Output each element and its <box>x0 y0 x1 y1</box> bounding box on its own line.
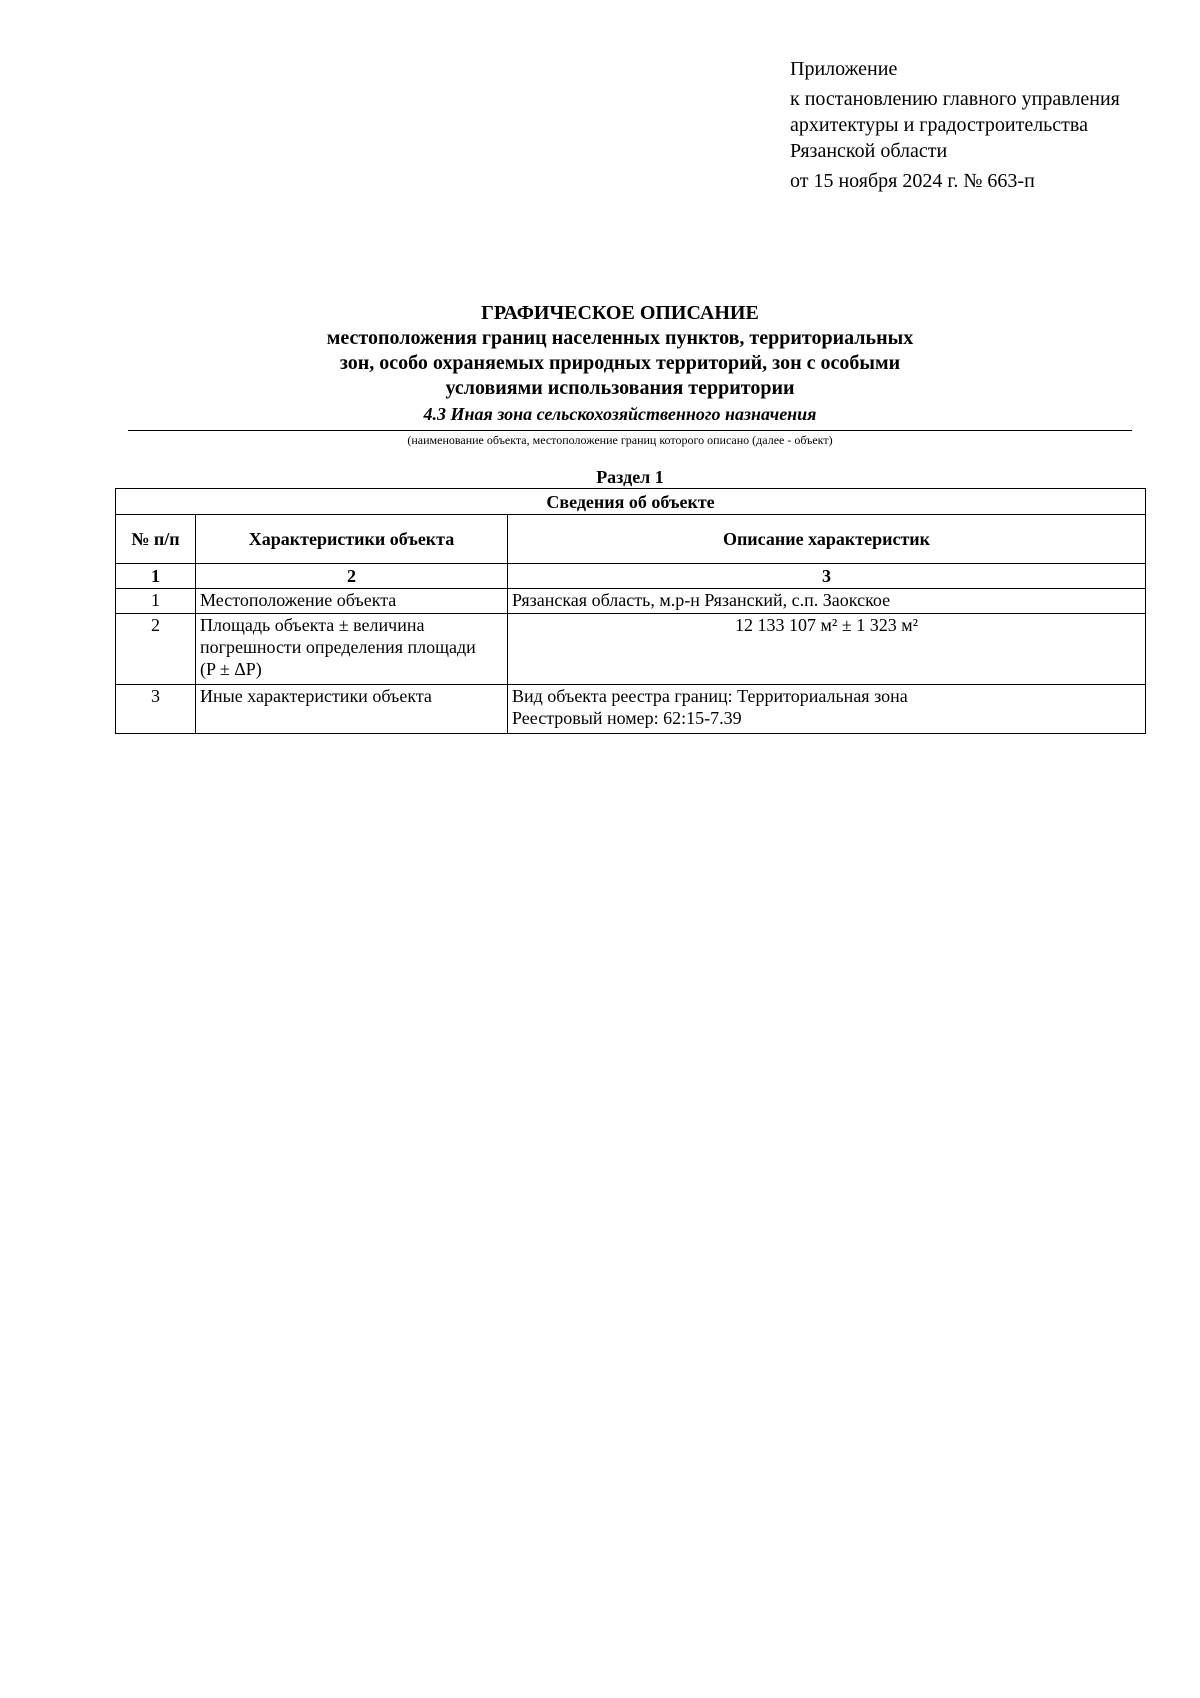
table-caption-row <box>116 489 1146 515</box>
underline-rule <box>128 430 1132 431</box>
characteristic-line: (P ± ΔP) <box>200 659 262 679</box>
description-line: Вид объекта реестра границ: Территориальная зона <box>512 686 908 706</box>
appendix-title: Приложение <box>790 58 898 80</box>
table-row <box>116 614 1146 685</box>
table-row <box>116 589 1146 614</box>
column-number-row <box>116 564 1146 589</box>
appendix-line: Рязанской области <box>790 140 948 162</box>
document-header <box>120 300 1120 448</box>
table-header-row <box>116 515 1146 564</box>
table-caption: Сведения об объекте <box>116 489 1146 515</box>
row-description <box>508 685 1146 734</box>
appendix-date: от 15 ноября 2024 г. № 663-п <box>790 170 1035 192</box>
characteristic-line: Площадь объекта ± величина <box>200 615 425 635</box>
appendix-line: к постановлению главного управления <box>790 88 1120 110</box>
column-number: 1 <box>116 564 196 589</box>
characteristic-line: погрешности определения площади <box>200 637 476 657</box>
row-number: 3 <box>116 685 196 734</box>
document-subtitle <box>280 326 960 401</box>
object-name: 4.3 Иная зона сельскохозяйственного назначения <box>423 404 817 424</box>
column-number: 2 <box>196 564 508 589</box>
row-characteristic <box>196 614 508 685</box>
subtitle-line: условиями использования территории <box>445 377 795 399</box>
column-number: 3 <box>508 564 1146 589</box>
row-characteristic: Местоположение объекта <box>196 589 508 614</box>
header-description: Описание характеристик <box>508 515 1146 564</box>
object-caption: (наименование объекта, местоположение границ которого описано (далее - объект) <box>407 433 833 447</box>
header-characteristic: Характеристики объекта <box>196 515 508 564</box>
subtitle-line: зон, особо охраняемых природных территорий, зон с особыми <box>339 352 901 374</box>
object-info-table <box>115 488 1146 734</box>
row-description: Рязанская область, м.р-н Рязанский, с.п. Заокское <box>508 589 1146 614</box>
row-number: 2 <box>116 614 196 685</box>
document-title: ГРАФИЧЕСКОЕ ОПИСАНИЕ <box>481 302 759 324</box>
appendix-block <box>790 56 1190 194</box>
subtitle-line: местоположения границ населенных пунктов, территориальных <box>326 327 914 349</box>
row-number: 1 <box>116 589 196 614</box>
section-title: Раздел 1 <box>596 467 664 487</box>
header-number: № п/п <box>116 515 196 564</box>
row-description: 12 133 107 м² ± 1 323 м² <box>508 614 1146 685</box>
table-row <box>116 685 1146 734</box>
row-characteristic: Иные характеристики объекта <box>196 685 508 734</box>
appendix-line: архитектуры и градостроительства <box>790 114 1088 136</box>
description-line: Реестровый номер: 62:15-7.39 <box>512 708 742 728</box>
